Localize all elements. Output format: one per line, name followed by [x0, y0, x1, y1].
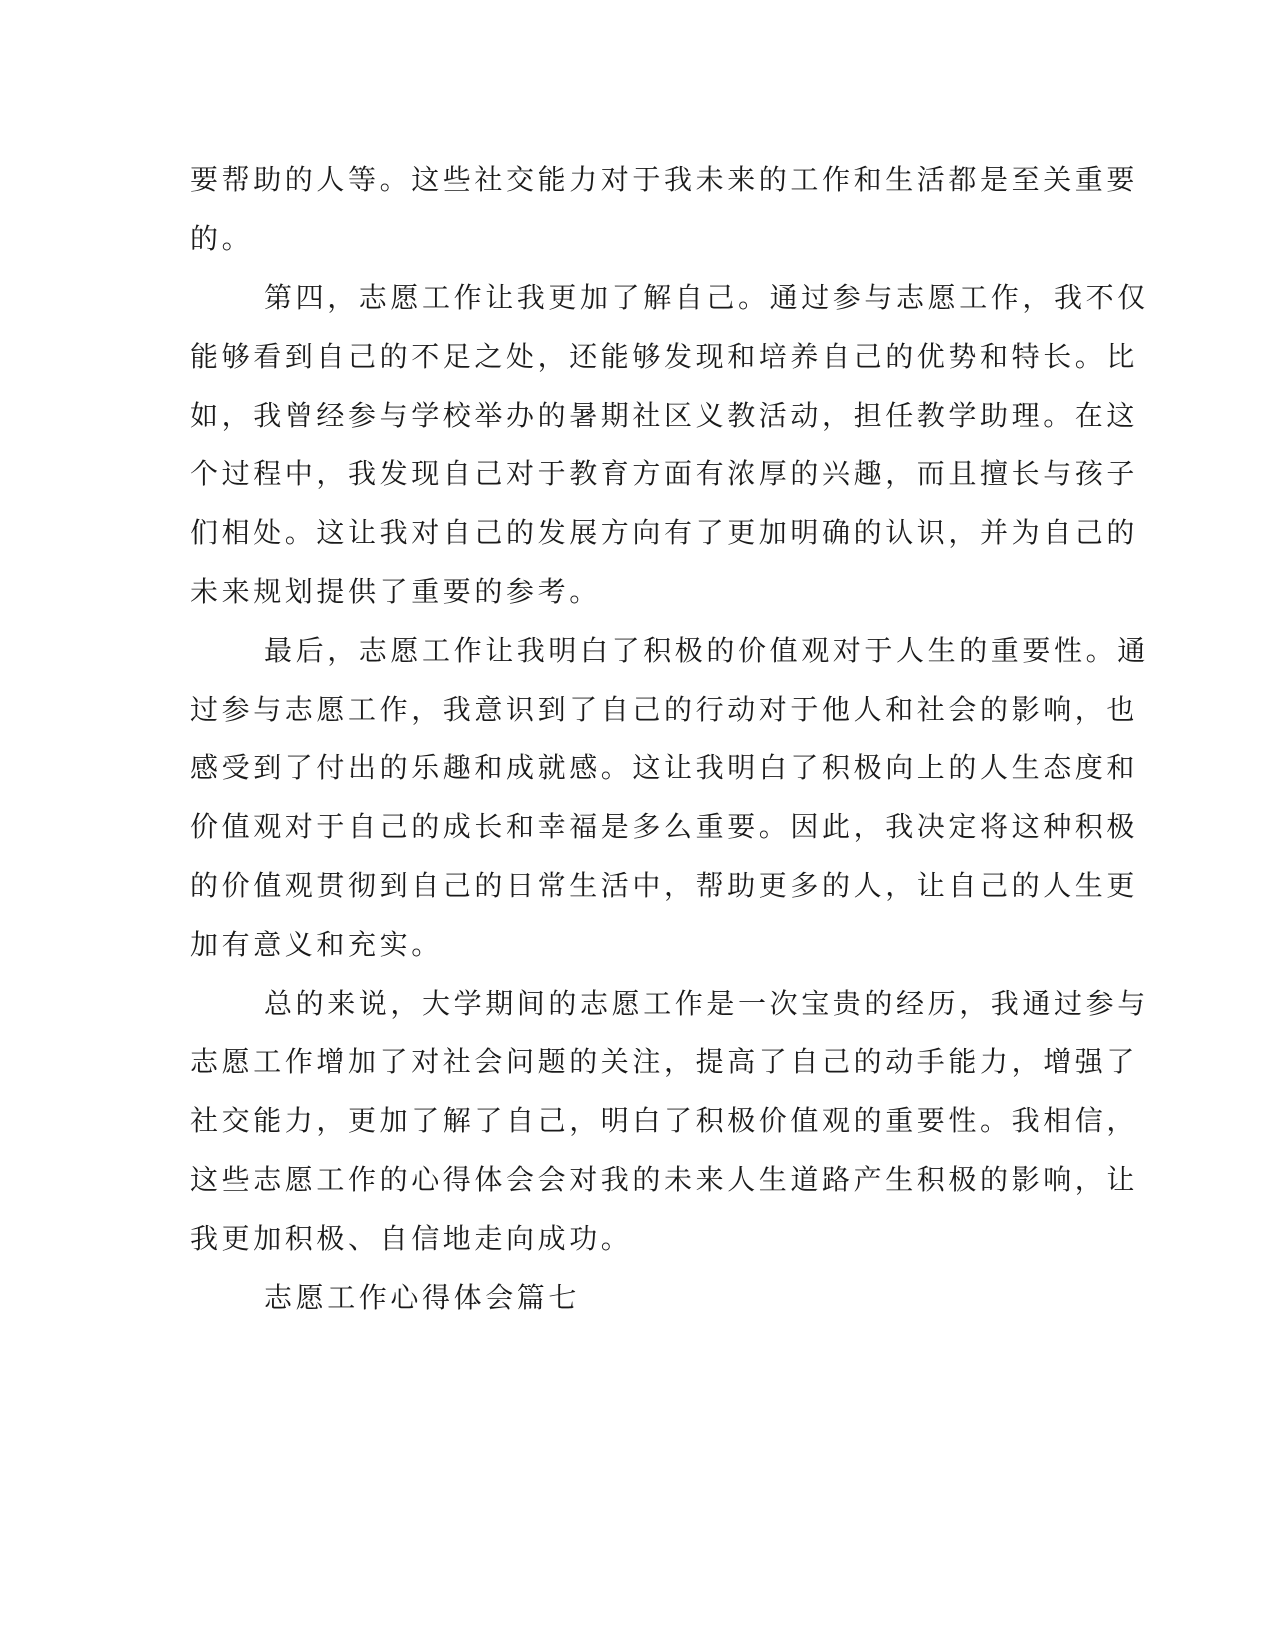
- text-line: 个过程中，我发现自己对于教育方面有浓厚的兴趣，而且擅长与孩子: [190, 457, 1139, 490]
- text-line: 如，我曾经参与学校举办的暑期社区义教活动，担任教学助理。在这: [190, 399, 1139, 432]
- text-line: 的。: [190, 222, 254, 255]
- text-line: 社交能力，更加了解了自己，明白了积极价值观的重要性。我相信，: [190, 1104, 1139, 1137]
- paragraph-first-line: 总的来说，大学期间的志愿工作是一次宝贵的经历，我通过参与: [264, 987, 1149, 1020]
- text-line: 价值观对于自己的成长和幸福是多么重要。因此，我决定将这种积极: [190, 810, 1139, 843]
- text-line: 感受到了付出的乐趣和成就感。这让我明白了积极向上的人生态度和: [190, 751, 1139, 784]
- text-line: 未来规划提供了重要的参考。: [190, 575, 601, 608]
- paragraph-first-line: 最后，志愿工作让我明白了积极的价值观对于人生的重要性。通: [264, 634, 1149, 667]
- section-heading: 志愿工作心得体会篇七: [264, 1281, 581, 1314]
- text-line: 过参与志愿工作，我意识到了自己的行动对于他人和社会的影响，也: [190, 693, 1139, 726]
- text-line: 这些志愿工作的心得体会会对我的未来人生道路产生积极的影响，让: [190, 1163, 1139, 1196]
- text-line: 们相处。这让我对自己的发展方向有了更加明确的认识，并为自己的: [190, 516, 1139, 549]
- text-line: 能够看到自己的不足之处，还能够发现和培养自己的优势和特长。比: [190, 340, 1139, 373]
- text-line: 的价值观贯彻到自己的日常生活中，帮助更多的人，让自己的人生更: [190, 869, 1139, 902]
- text-line: 志愿工作增加了对社会问题的关注，提高了自己的动手能力，增强了: [190, 1045, 1139, 1078]
- paragraph-first-line: 第四，志愿工作让我更加了解自己。通过参与志愿工作，我不仅: [264, 281, 1149, 314]
- text-line: 我更加积极、自信地走向成功。: [190, 1222, 633, 1255]
- text-line: 加有意义和充实。: [190, 928, 443, 961]
- text-line: 要帮助的人等。这些社交能力对于我未来的工作和生活都是至关重要: [190, 163, 1139, 196]
